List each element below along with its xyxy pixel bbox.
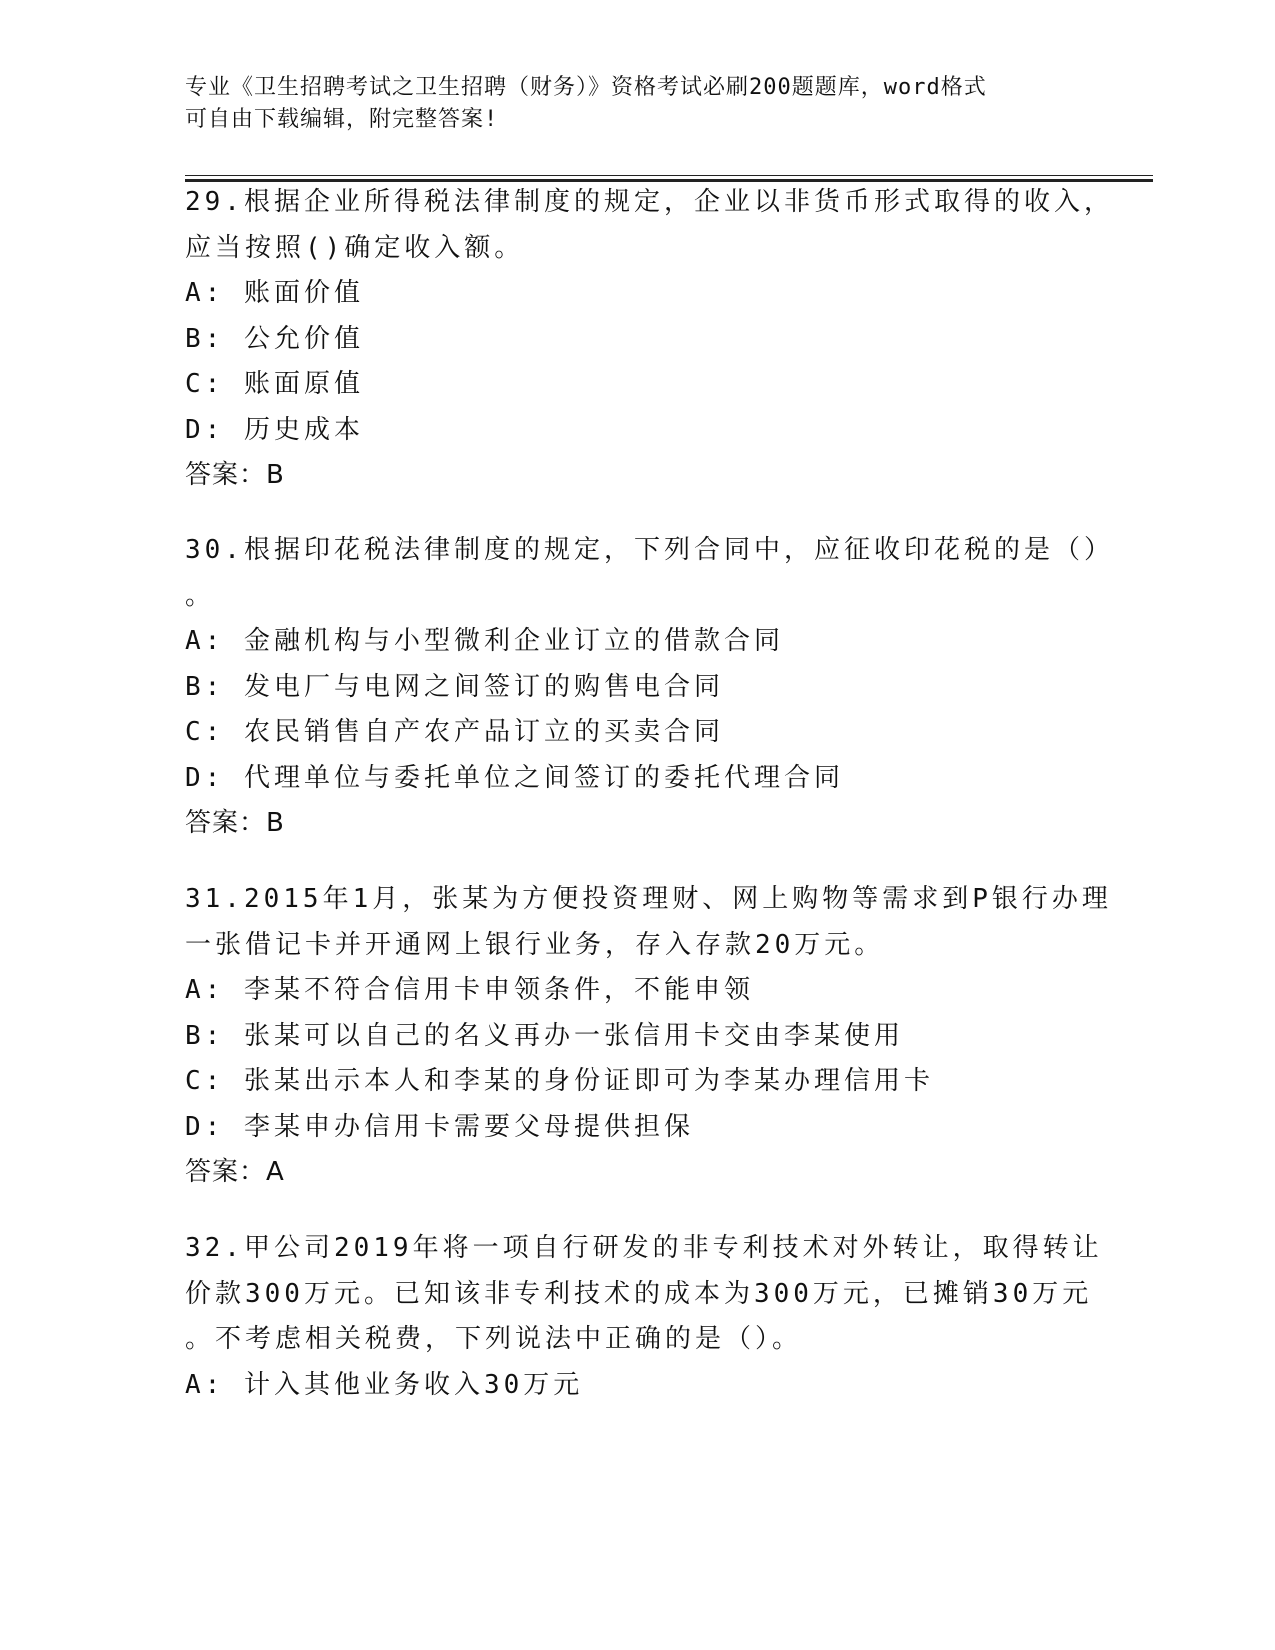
question-stem: 32.甲公司2019年将一项自行研发的非专利技术对外转让，取得转让 <box>185 1233 1103 1263</box>
header-line: 可自由下载编辑，附完整答案! <box>185 107 499 132</box>
option-a: A: 计入其他业务收入30万元 <box>185 1369 584 1400</box>
question-stem: 31.2015年1月，张某为方便投资理财、网上购物等需求到P银行办理 <box>185 884 1112 914</box>
answer-line: 答案：B <box>185 460 285 490</box>
document-header <box>185 72 1065 136</box>
question-stem: 价款300万元。已知该非专利技术的成本为300万元，已摊销30万元 <box>185 1278 1093 1309</box>
answer-line: 答案：B <box>185 808 285 838</box>
option-b: B: 发电厂与电网之间签订的购售电合同 <box>185 671 724 702</box>
option-c: C: 张某出示本人和李某的身份证即可为李某办理信用卡 <box>185 1066 934 1096</box>
question-stem: 。不考虑相关税费，下列说法中正确的是（）。 <box>185 1324 803 1354</box>
option-c: C: 账面原值 <box>185 369 364 399</box>
question-31 <box>185 877 1112 1196</box>
option-d: D: 历史成本 <box>185 414 364 445</box>
answer-line: 答案：A <box>185 1157 285 1187</box>
header-divider-thin <box>185 175 1153 176</box>
question-stem: 29.根据企业所得税法律制度的规定，企业以非货币形式取得的收入， <box>185 187 1114 217</box>
question-stem: 应当按照()确定收入额。 <box>185 232 525 263</box>
option-b: B: 张某可以自己的名义再办一张信用卡交由李某使用 <box>185 1020 904 1051</box>
header-line: 专业《卫生招聘考试之卫生招聘（财务）》资格考试必刷200题题库，word格式 <box>185 75 987 100</box>
option-a: A: 金融机构与小型微利企业订立的借款合同 <box>185 626 784 656</box>
option-d: D: 代理单位与委托单位之间签订的委托代理合同 <box>185 762 844 793</box>
option-a: A: 账面价值 <box>185 278 364 308</box>
question-29 <box>185 180 1114 499</box>
question-30 <box>185 528 1114 847</box>
question-stem: 30.根据印花税法律制度的规定，下列合同中，应征收印花税的是（） <box>185 535 1114 565</box>
option-b: B: 公允价值 <box>185 323 364 354</box>
option-a: A: 李某不符合信用卡申领条件，不能申领 <box>185 975 754 1005</box>
option-c: C: 农民销售自产农产品订立的买卖合同 <box>185 717 724 747</box>
question-stem: 。 <box>185 580 216 611</box>
option-d: D: 李某申办信用卡需要父母提供担保 <box>185 1111 694 1142</box>
question-32 <box>185 1226 1103 1408</box>
question-stem: 一张借记卡并开通网上银行业务，存入存款20万元。 <box>185 929 885 960</box>
